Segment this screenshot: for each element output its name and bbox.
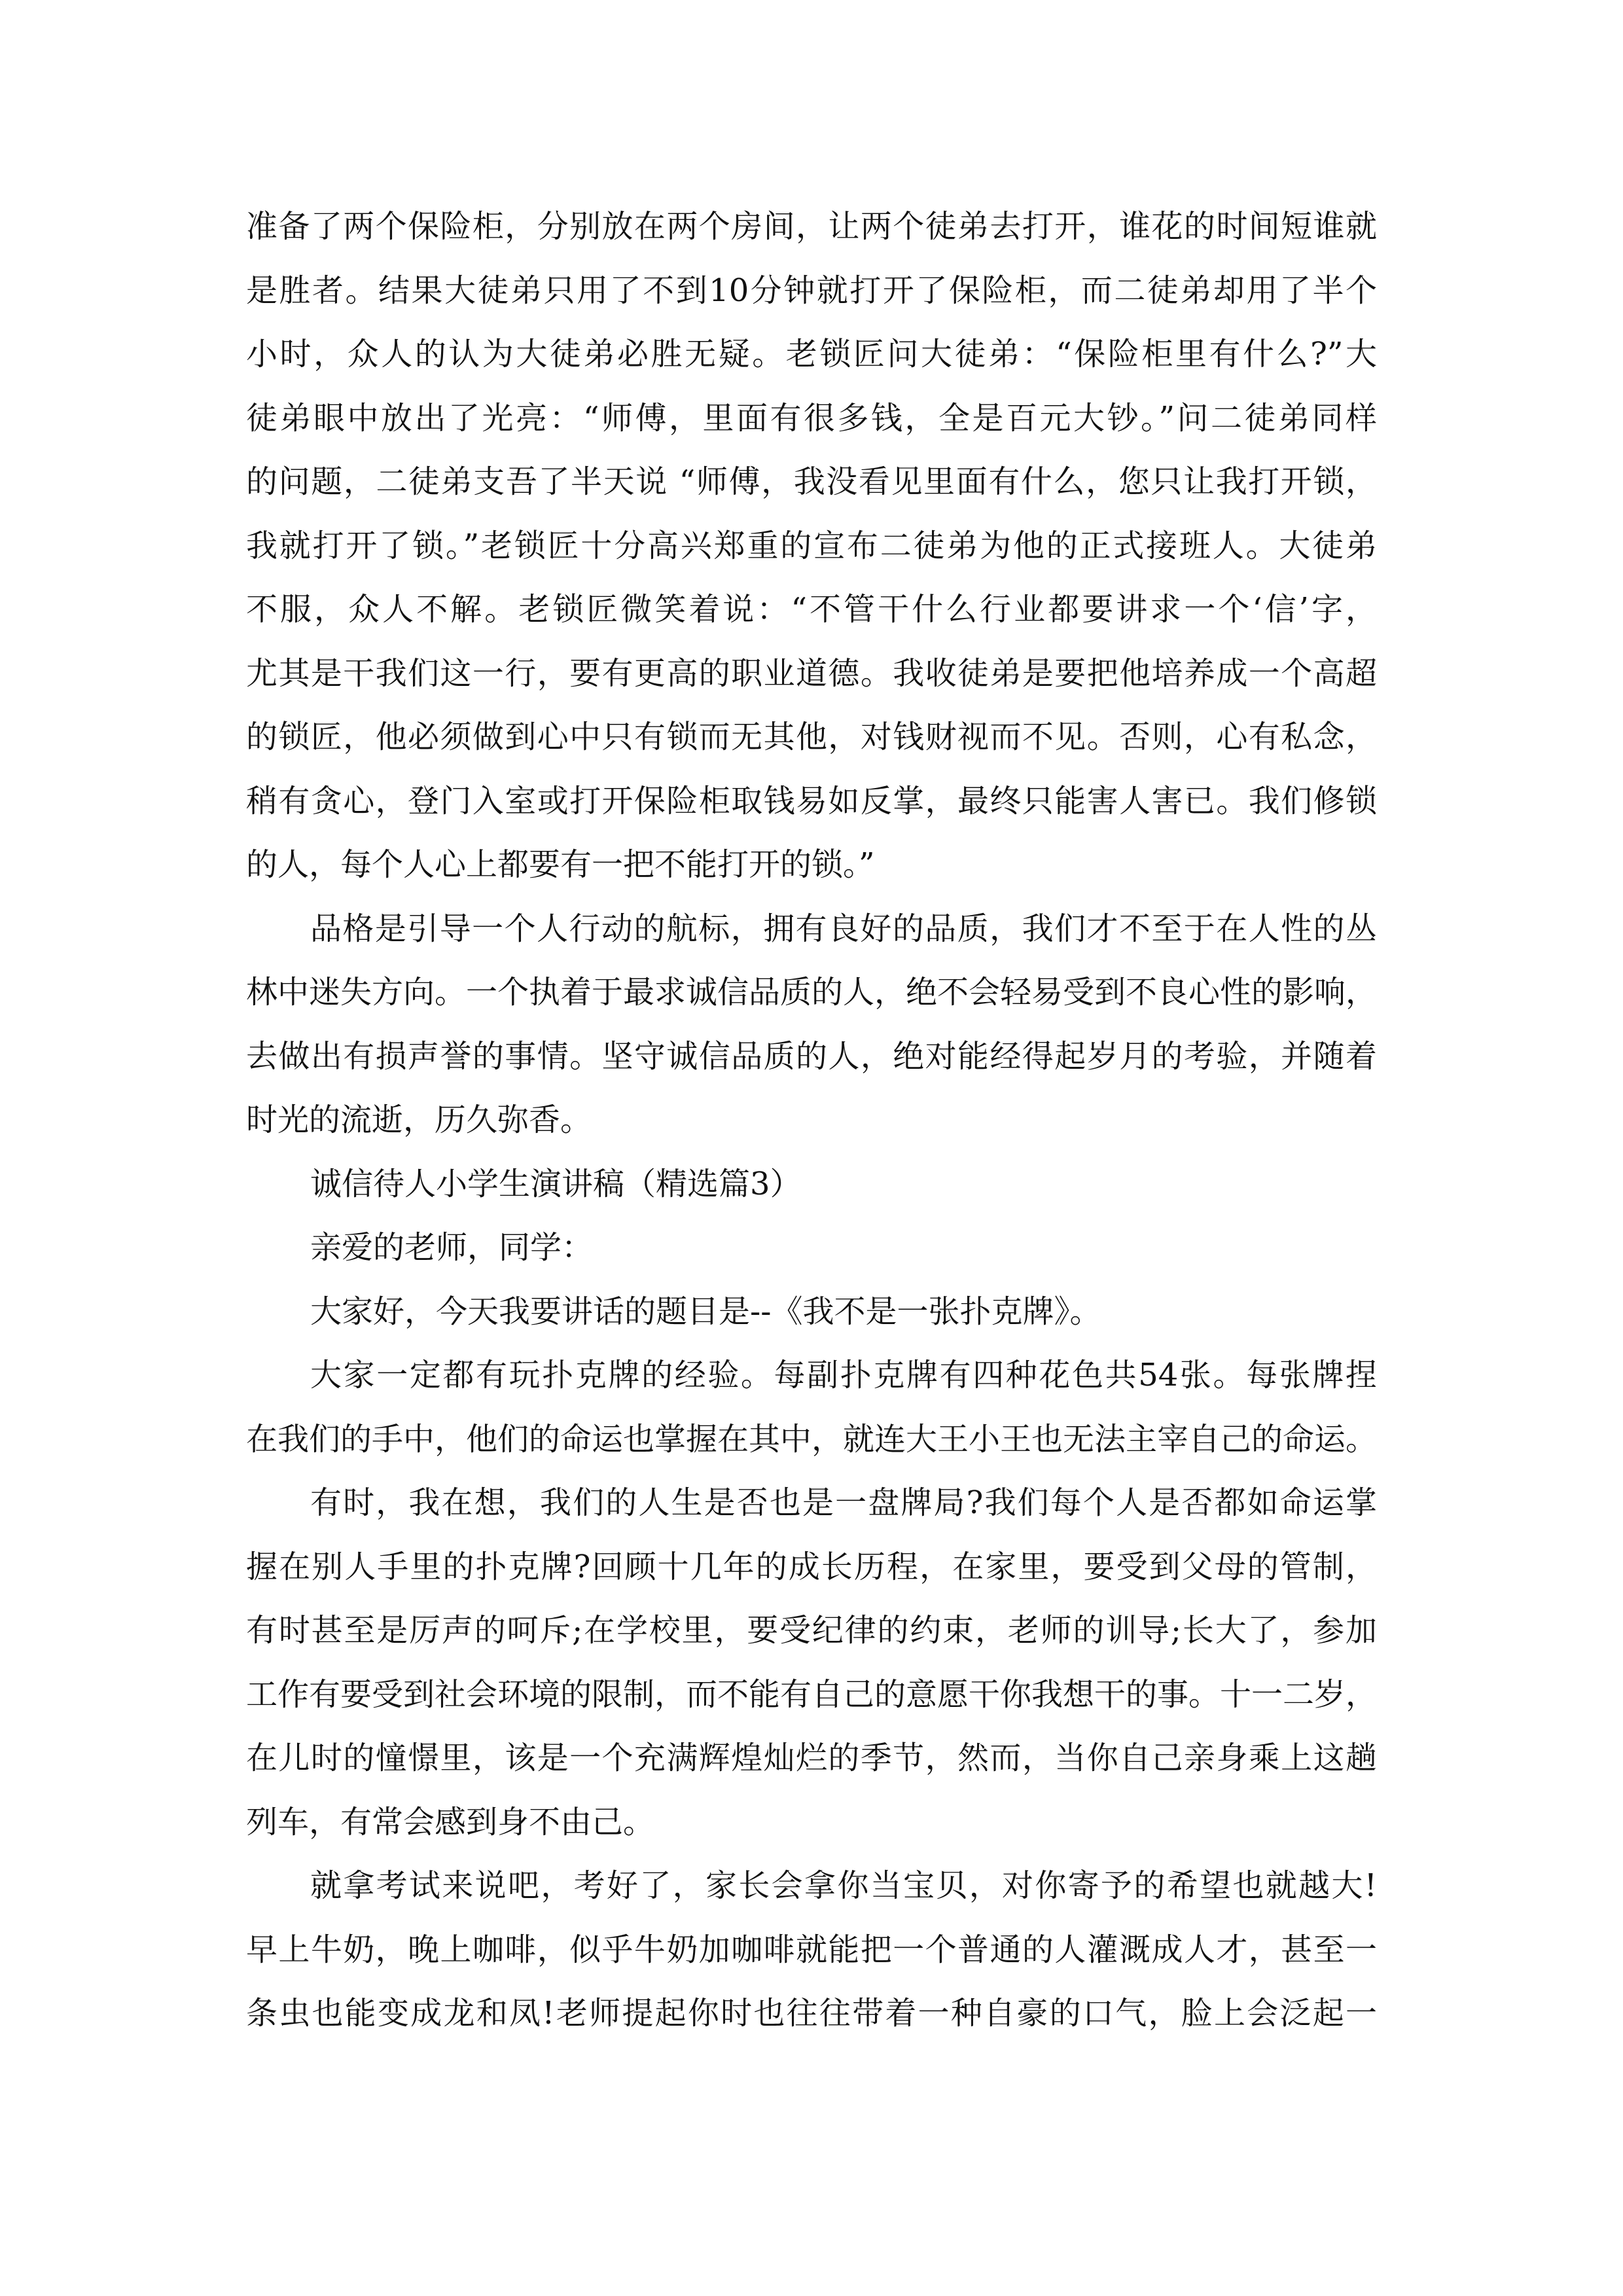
text-line: 稍有贪心，登门入室或打开保险柜取钱易如反掌，最终只能害人害已。我们修锁 <box>246 782 1377 819</box>
text-line: 亲爱的老师，同学： <box>310 1229 594 1266</box>
document-body <box>246 195 1377 2046</box>
text-line: 有时，我在想，我们的人生是否也是一盘牌局?我们每个人是否都如命运掌 <box>310 1484 1377 1521</box>
text-line: 的锁匠，他必须做到心中只有锁而无其他，对钱财视而不见。否则，心有私念， <box>246 719 1377 755</box>
paragraph <box>246 1216 1377 1280</box>
paragraph <box>246 897 1377 1153</box>
text-line: 列车，有常会感到身不由己。 <box>246 1803 655 1840</box>
text-line: 握在别人手里的扑克牌?回顾十几年的成长历程，在家里，要受到父母的管制， <box>246 1548 1377 1585</box>
paragraph <box>246 1344 1377 1471</box>
text-line: 不服，众人不解。老锁匠微笑着说：“不管干什么行业都要讲求一个‘信’字， <box>246 591 1377 628</box>
text-line: 有时甚至是厉声的呵斥;在学校里，要受纪律的约束，老师的训导;长大了，参加 <box>246 1612 1377 1649</box>
text-line: 工作有要受到社会环境的限制，而不能有自己的意愿干你我想干的事。十一二岁， <box>246 1676 1378 1713</box>
text-line: 早上牛奶，晚上咖啡，似乎牛奶加咖啡就能把一个普通的人灌溉成人才，甚至一 <box>246 1931 1377 1968</box>
text-line: 在儿时的憧憬里，该是一个充满辉煌灿烂的季节，然而，当你自己亲身乘上这趟 <box>246 1740 1377 1776</box>
text-line: 大家一定都有玩扑克牌的经验。每副扑克牌有四种花色共54张。每张牌捏 <box>310 1357 1377 1393</box>
text-line: 的问题，二徒弟支吾了半天说 “师傅，我没看见里面有什么，您只让我打开锁， <box>246 463 1377 500</box>
text-line: 在我们的手中，他们的命运也掌握在其中，就连大王小王也无法主宰自己的命运。 <box>246 1420 1378 1458</box>
text-line: 徒弟眼中放出了光亮：“师傅，里面有很多钱，全是百元大钞。”问二徒弟同样 <box>246 399 1377 437</box>
paragraph <box>246 1471 1377 1854</box>
paragraph <box>246 1280 1377 1344</box>
text-line: 准备了两个保险柜，分别放在两个房间，让两个徒弟去打开，谁花的时间短谁就 <box>246 208 1377 245</box>
text-line: 的人，每个人心上都要有一把不能打开的锁。” <box>246 846 875 883</box>
text-line: 我就打开了锁。”老锁匠十分高兴郑重的宣布二徒弟为他的正式接班人。大徒弟 <box>246 527 1377 564</box>
paragraph <box>246 1153 1377 1217</box>
text-line: 尤其是干我们这一行，要有更高的职业道德。我收徒弟是要把他培养成一个高超 <box>246 655 1377 692</box>
text-line: 去做出有损声誉的事情。坚守诚信品质的人，绝对能经得起岁月的考验，并随着 <box>246 1037 1377 1075</box>
text-line: 时光的流逝，历久弥香。 <box>246 1102 592 1138</box>
text-line: 是胜者。结果大徒弟只用了不到10分钟就打开了保险柜，而二徒弟却用了半个 <box>246 272 1377 309</box>
paragraph <box>246 195 1377 897</box>
text-line: 就拿考试来说吧，考好了，家长会拿你当宝贝，对你寄予的希望也就越大! <box>310 1867 1377 1904</box>
text-line: 林中迷失方向。一个执着于最求诚信品质的人，绝不会轻易受到不良心性的影响， <box>246 974 1378 1011</box>
text-line: 条虫也能变成龙和凤!老师提起你时也往往带着一种自豪的口气，脸上会泛起一 <box>246 1995 1377 2032</box>
paragraph <box>246 1854 1377 2046</box>
text-line: 品格是引导一个人行动的航标，拥有良好的品质，我们才不至于在人性的丛 <box>310 910 1377 947</box>
text-line: 小时，众人的认为大徒弟必胜无疑。老锁匠问大徒弟：“保险柜里有什么?”大 <box>246 336 1377 372</box>
text-line: 诚信待人小学生演讲稿（精选篇3） <box>310 1165 802 1202</box>
text-line: 大家好，今天我要讲话的题目是--《我不是一张扑克牌》。 <box>310 1293 1101 1330</box>
